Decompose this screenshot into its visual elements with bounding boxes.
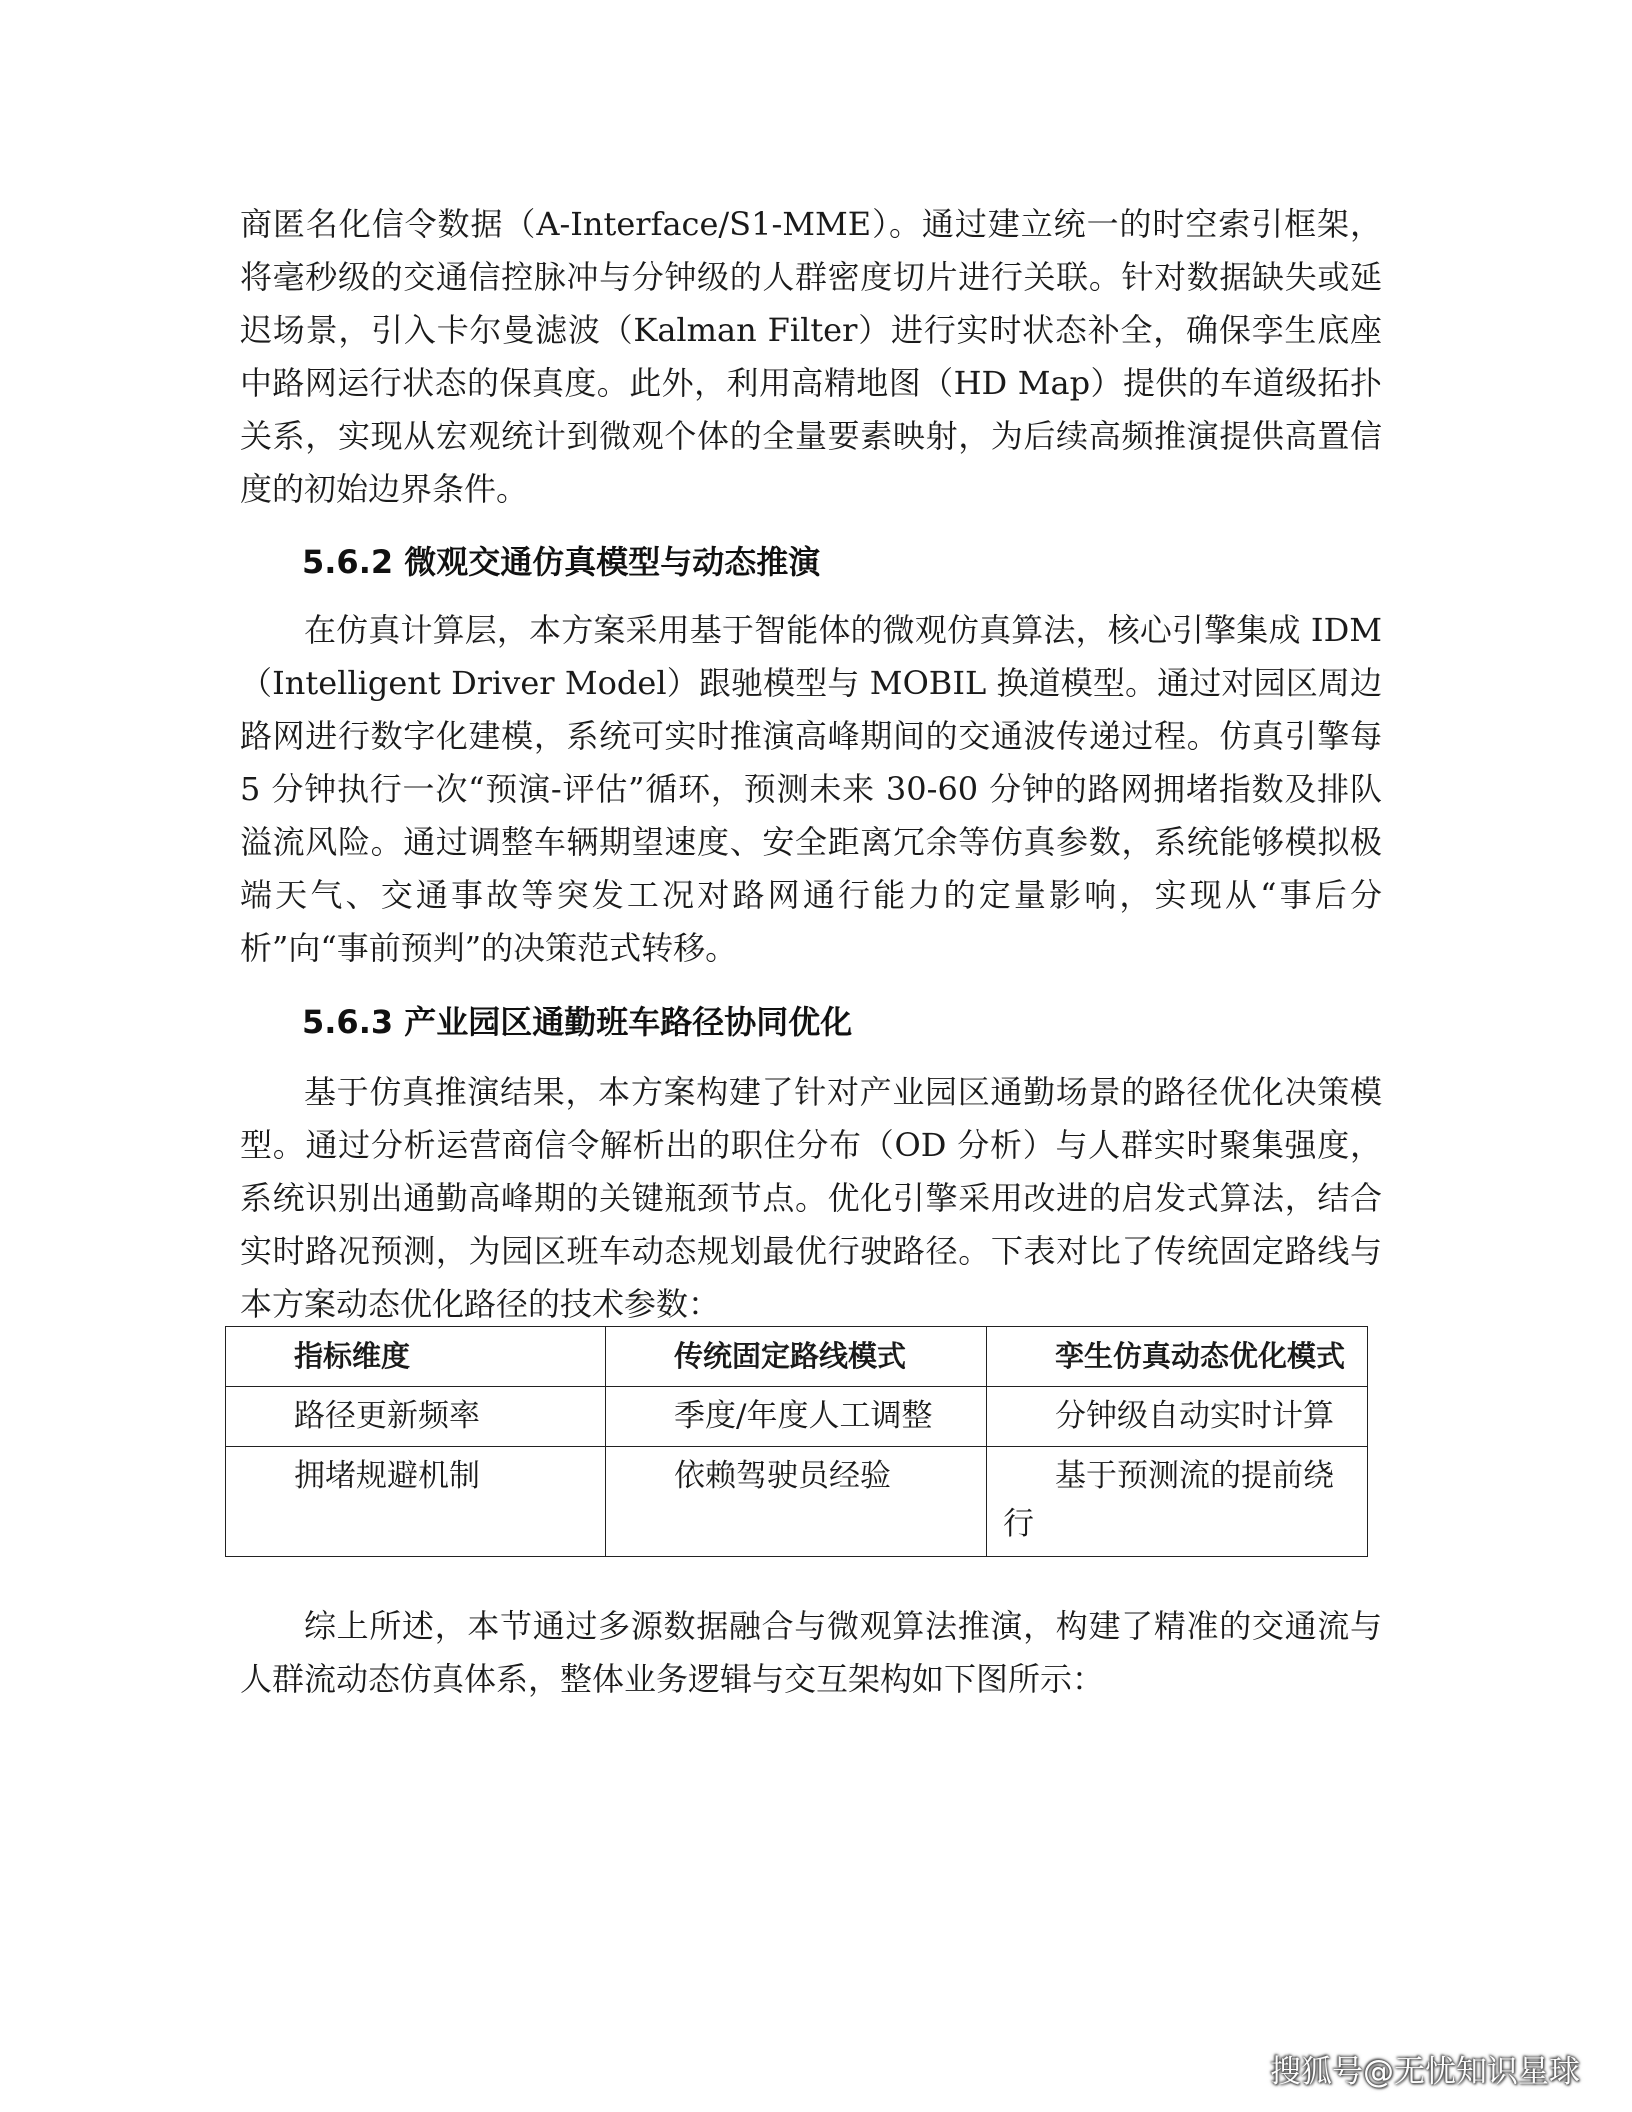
table-cell: 分钟级自动实时计算: [987, 1387, 1368, 1447]
table-cell: 基于预测流的提前绕行: [987, 1447, 1368, 1557]
table-header-cell: 指标维度: [226, 1327, 606, 1387]
paragraph-data-fusion: 商匿名化信令数据（A-Interface/S1-MME）。通过建立统一的时空索引框架，将毫秒级的交通信控脉冲与分钟级的人群密度切片进行关联。针对数据缺失或延迟场景，引入卡尔曼滤波（Kalman Filter）进行实时状态补全，确保孪生底座中路网运行状态的保真度。此外，利用高精地图（HD Map）提供的车道级拓扑关系，实现从宏观统计到微观个体的全量要素映射，为后续高频推演提供高置信度的初始边界条件。: [240, 205, 1382, 508]
table-header-cell: 传统固定路线模式: [606, 1327, 987, 1387]
paragraph-route-optimization: 基于仿真推演结果，本方案构建了针对产业园区通勤场景的路径优化决策模型。通过分析运营商信令解析出的职住分布（OD 分析）与人群实时聚集强度，系统识别出通勤高峰期的关键瓶颈节点。优化引擎采用改进的启发式算法，结合实时路况预测，为园区班车动态规划最优行驶路径。下表对比了传统固定路线与本方案动态优化路径的技术参数：: [240, 1073, 1382, 1323]
section-heading-5-6-3: 5.6.3 产业园区通勤班车路径协同优化: [302, 1003, 853, 1041]
comparison-table: [225, 1326, 1368, 1557]
watermark: 搜狐号@无忧知识星球: [1270, 2054, 1580, 2090]
table-cell: 路径更新频率: [226, 1387, 606, 1447]
table-cell: 季度/年度人工调整: [606, 1387, 987, 1447]
table-header-cell: 孪生仿真动态优化模式: [987, 1327, 1368, 1387]
table-cell: 依赖驾驶员经验: [606, 1447, 987, 1557]
paragraph-summary: 综上所述，本节通过多源数据融合与微观算法推演，构建了精准的交通流与人群流动态仿真体系，整体业务逻辑与交互架构如下图所示：: [240, 1607, 1382, 1698]
table-header-row: [226, 1327, 1368, 1387]
table-row: [226, 1447, 1368, 1557]
section-heading-5-6-2: 5.6.2 微观交通仿真模型与动态推演: [302, 543, 821, 581]
table-row: [226, 1387, 1368, 1447]
paragraph-simulation-model: 在仿真计算层，本方案采用基于智能体的微观仿真算法，核心引擎集成 IDM（Intelligent Driver Model）跟驰模型与 MOBIL 换道模型。通过对园区周边路网进行数字化建模，系统可实时推演高峰期间的交通波传递过程。仿真引擎每 5 分钟执行一次“预演-评估”循环，预测未来 30-60 分钟的路网拥堵指数及排队溢流风险。通过调整车辆期望速度、安全距离冗余等仿真参数，系统能够模拟极端天气、交通事故等突发工况对路网通行能力的定量影响，实现从“事后分析”向“事前预判”的决策范式转移。: [240, 611, 1382, 967]
table-cell: 拥堵规避机制: [226, 1447, 606, 1557]
